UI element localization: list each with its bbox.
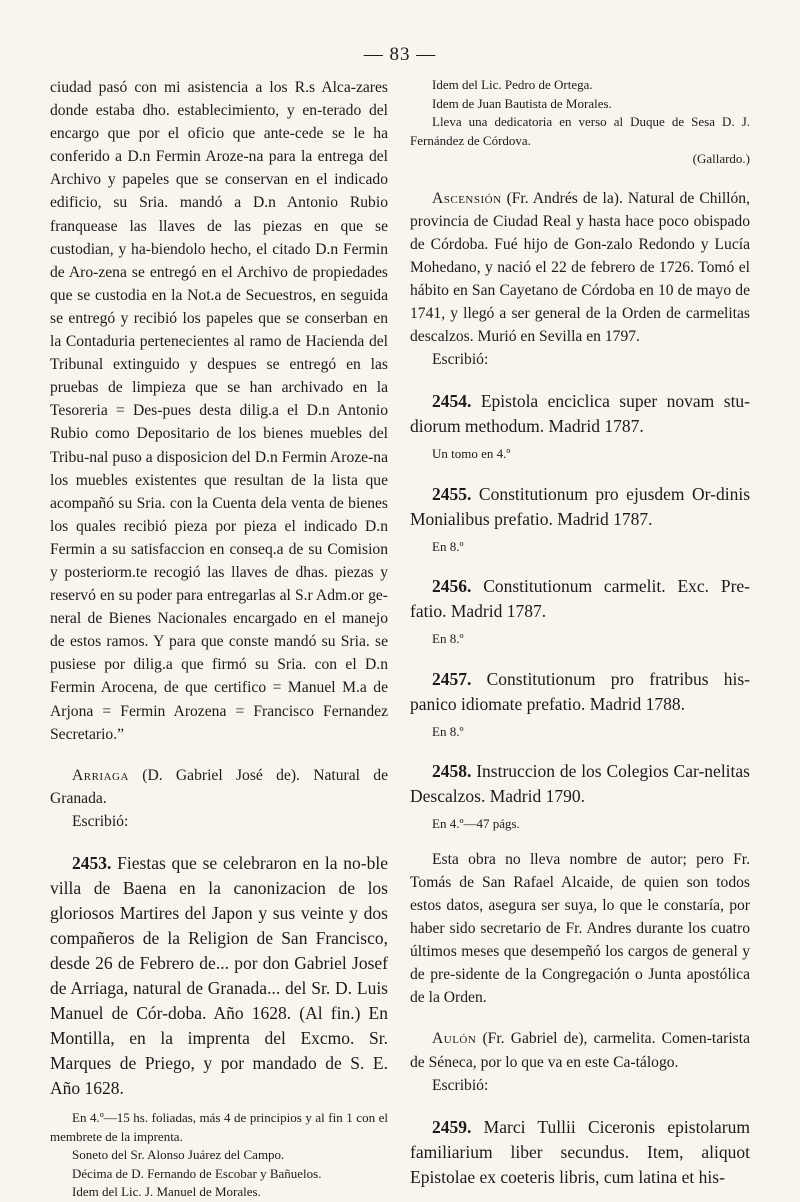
entry-note: En 8.º [432,723,464,739]
author-name: Aulón [432,1030,477,1048]
entry-2455 [410,482,750,532]
note-line: Lleva una dedicatoria en verso al Duque de Sesa D. J. Fernández de Córdova. [410,114,750,148]
entry-title: Constitutionum carmelit. Exc. Pre-fatio. Madrid 1787. [410,576,750,622]
author-entry-ascension [410,187,750,349]
author-entry-arriaga [50,764,388,810]
source-citation: (Gallardo.) [692,151,750,166]
entry-number: 2459. [432,1116,472,1137]
entry-title: Instruccion de los Colegios Car-nelitas Descalzos. Madrid 1790. [410,761,750,807]
author-name: Ascensión [432,189,502,207]
note-line: Idem del Lic. Pedro de Ortega. [432,77,593,92]
entry-number: 2457. [432,668,472,689]
note-line: Décima de D. Fernando de Escobar y Bañuelos. [72,1165,322,1181]
entry-2458 [410,759,750,809]
entry-2457 [410,667,750,717]
author-entry-aulon [410,1027,750,1073]
entry-number: 2456. [432,576,472,597]
entry-title: Constitutionum pro ejusdem Or-dinis Monialibus prefatio. Madrid 1787. [410,483,751,529]
author-description: (D. Gabriel José de). Natural de Granada. [50,766,388,807]
entry-title: Constitutionum pro fratribus his-panico idiomate prefatio. Madrid 1788. [410,668,750,714]
right-column [410,76,750,1190]
entry-note: En 8.º [432,631,464,647]
note-line: Idem del Lic. J. Manuel de Morales. [72,1184,261,1199]
letter-continuation: ciudad pasó con mi asistencia a los R.s Alca-zares donde estaba dho. establecimiento, y en-terado del encargo que por el oficio que ante-cede se le ha conferido a D.n Fermin Aroze-na para la entrega del Archivo y papeles que se conservan en el indicado edificio, su Sria. mandó a D.n Antonio Rubio franquease las llaves de las piezas en que se custodian, y ha-biendolo hecho, el citado D.n Fermin de Aro-zena se entregó en el Archivo de propiedades que se custodia en la Not.a de Secuestros, en seguida se entregó y recibió los papeles que se conserban en la Contaduria pertenecientes al ramo de Hacienda del Tribunal extinguido y despues se entregó en las pruebas de limpieza que se han archivado en la Tesoreria = Des-pues desta dilig.a el D.n Antonio Rubio como Depositario de los bienes muebles del Tribu-nal puso a disposicion del D.n Fermin Aroze-na los muebles existentes que resultan de la lista que acompañó su Sria. con la Cuenta dela venta de bienes los quales recibió pieza por pieza el indicado D.n Fermin a su satisfaccion en conseq.a de su Comision y posteriorm.te recogió las llaves de dhas. piezas y reservó en su poder para entregarlas al S.r Adm.or ge-neral de Bienes Nacionales encargado en el manejo de estos ramos. Y para que conste mandó su Sria. se pusiese por dilig.a que firmó su Sria. con el D.n Fermin Arocena, de que certifico = Manuel M.a de Arjona = Fermin Arozena = Francisco Fernandez Secretario.” [50,79,388,743]
author-description: (Fr. Gabriel de), carmelita. Comen-tarista de Séneca, por lo que va en este Ca-tálogo. [410,1030,750,1071]
left-column [50,76,388,1202]
author-name: Arriaga [72,766,129,784]
note-line: En 4.º—15 hs. foliadas, más 4 de principios y al fin 1 con el membrete de la imprenta. [50,1110,388,1144]
entry-note: En 4.º—47 págs. [432,816,520,832]
entry-2454 [410,389,750,439]
entry-2456 [410,574,750,624]
note-line: Idem de Juan Bautista de Morales. [432,95,612,111]
entry-number: 2455. [432,483,472,504]
entry-title: Epistola enciclica super novam stu-diorum methodum. Madrid 1787. [410,391,751,437]
entry-number: 2453. [72,853,112,873]
note-line: Soneto del Sr. Alonso Juárez del Campo. [72,1147,285,1162]
author-description: (Fr. Andrés de la). Natural de Chillón, provincia de Ciudad Real y hasta hace poco obispado de Córdoba. Fué hijo de Gon-zalo Redondo y Lucía Mohedano, y nació el 22 de febrero de 1726. Tomó el hábito en San Cayetano de Córdoba en 10 de mayo de 1741, y llegó a ser general de la Orden de carmelitas descalzos. Murió en Sevilla en 1797. [410,189,751,346]
entry-2459 [410,1115,750,1190]
page-number: — 83 — [363,44,437,65]
entry-2453 [50,851,388,1101]
entry-comment: Esta obra no lleva nombre de autor; pero Fr. Tomás de San Rafael Alcaide, de quien son todos estos datos, asegura ser suya, lo que le constaría, por haber sido secretario de Fr. Andres durante los cuatro últimos meses que desempeñó los cargos de general y de pre-sidente de la Congregación o Junta apostólica de la Orden. [410,850,750,1007]
entry-number: 2458. [432,761,472,782]
escribio-label: Escribió: [72,812,129,830]
continued-notes [410,76,750,169]
escribio-label: Escribió: [432,351,489,369]
entry-note: Un tomo en 4.º [432,446,511,462]
entry-2453-notes [50,1109,388,1202]
entry-title: Marci Tullii Ciceronis epistolarum familiarium liber secundus. Item, aliquot Epistolae ex coeteris libris, cum latina et his- [410,1116,750,1187]
entry-number: 2454. [432,391,472,412]
entry-title: Fiestas que se celebraron en la no-ble villa de Baena en la canonizacion de los gloriosos Martires del Japon y sus veinte y dos compañeros de la Religion de San Francisco, desde 26 de Febrero de... por don Gabriel Josef de Arriaga, natural de Granada... del Sr. D. Luis Manuel de Cór-doba. Año 1628. (Al fin.) En Montilla, en la imprenta del Excmo. Sr. Marques de Priego, y por mandado de S. E. Año 1628. [50,853,388,1098]
escribio-label: Escribió: [432,1076,489,1094]
entry-note: En 8.º [432,538,464,554]
